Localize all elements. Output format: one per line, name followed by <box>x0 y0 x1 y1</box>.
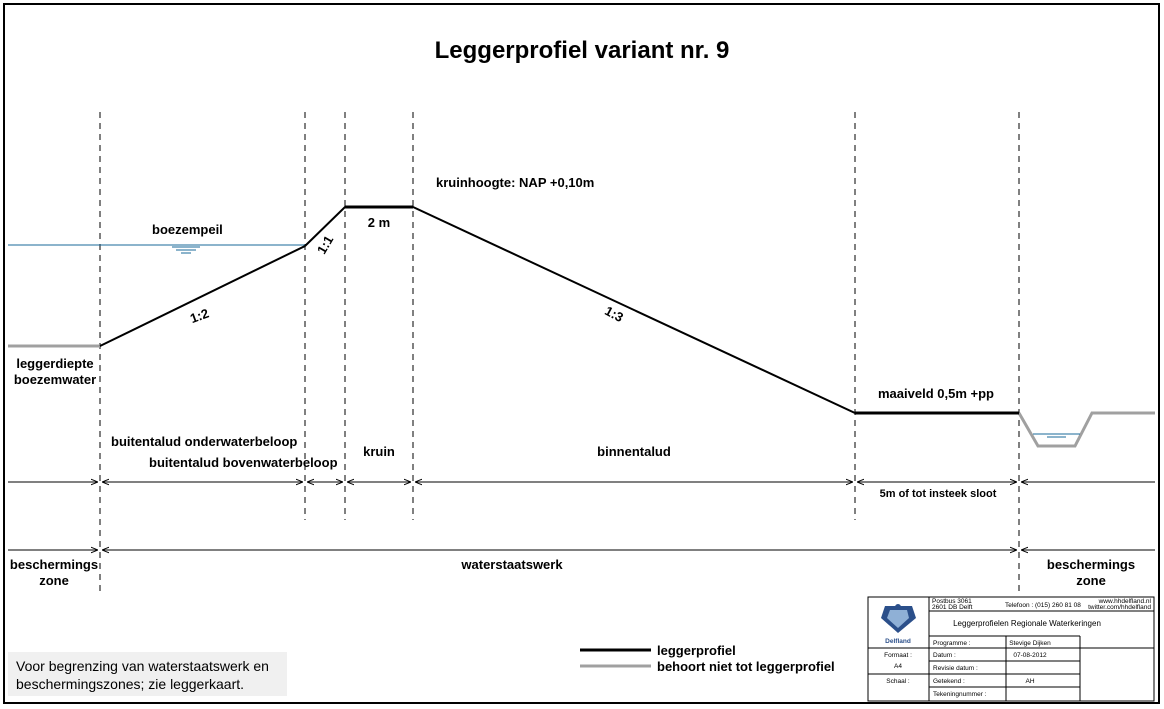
boezempeil-label: boezempeil <box>152 222 223 237</box>
outer-border <box>4 4 1159 703</box>
tb-postcode: 2601 DB Delft <box>932 604 973 611</box>
tb-web: www.hhdelfland.nl <box>1098 598 1151 605</box>
tb-tekeningnummer-label: Tekeningnummer : <box>933 691 987 698</box>
slope-1-2-label: 1:2 <box>188 305 211 327</box>
tb-revisie-label: Revisie datum : <box>933 665 978 672</box>
tb-postbus: Postbus 3061 <box>932 598 972 605</box>
tb-getekend-value: AH <box>1025 678 1035 685</box>
note-line-1: Voor begrenzing van waterstaatswerk en <box>16 658 269 674</box>
kruin-width-label: 2 m <box>367 215 391 230</box>
zone-buitentalud-onder: buitentalud onderwaterbeloop <box>111 434 298 449</box>
water-level-icon <box>172 247 200 253</box>
tb-programme-value: Stevige Dijken <box>1009 640 1051 647</box>
beschermingszone-left-line2: zone <box>39 573 69 588</box>
beschermingszone-left-line1: beschermings <box>9 557 99 572</box>
note-line-2: beschermingszones; zie leggerkaart. <box>16 676 245 692</box>
zone-buitentalud-boven: buitentalud bovenwaterbeloop <box>149 455 338 470</box>
tb-getekend-label: Getekend : <box>933 678 965 685</box>
leggerdiepte-label-line1: leggerdiepte <box>16 356 94 371</box>
logo-text: Delfland <box>885 638 911 645</box>
ditch-right-grey <box>1019 413 1155 446</box>
slope-1-3-label: 1:3 <box>602 302 626 326</box>
legend-label-not-legger: behoort niet tot leggerprofiel <box>657 659 835 674</box>
note-box <box>8 652 287 696</box>
page-title: Leggerprofiel variant nr. 9 <box>434 37 730 64</box>
zone-kruin: kruin <box>363 444 395 459</box>
tb-project: Leggerprofielen Regionale Waterkeringen <box>953 619 1101 628</box>
legger-profile-line <box>100 207 1019 413</box>
zone-binnentalud: binnentalud <box>597 444 671 459</box>
legend-label-legger: leggerprofiel <box>657 643 736 658</box>
tb-schaal-label: Schaal : <box>886 678 910 685</box>
tb-formaat-value: A4 <box>894 663 902 670</box>
waterstaatswerk-label: waterstaatswerk <box>461 557 563 572</box>
beschermingszone-right-line1: beschermings <box>1046 557 1136 572</box>
delfland-logo-icon <box>881 604 916 633</box>
tb-formaat-label: Formaat : <box>884 652 912 659</box>
leggerdiepte-label-line2: boezemwater <box>13 372 97 387</box>
beschermingszone-right-line2: zone <box>1076 573 1106 588</box>
tb-datum-value: 07-08-2012 <box>1013 652 1047 659</box>
tb-twitter: twitter.com/hhdelfland <box>1088 604 1151 611</box>
tb-telefoon: Telefoon : (015) 260 81 08 <box>1005 602 1081 609</box>
maaiveld-label: maaiveld 0,5m +pp <box>878 386 994 401</box>
tb-datum-label: Datum : <box>933 652 956 659</box>
tb-programme-label: Programme : <box>933 640 971 647</box>
sloot-distance-label: 5m of tot insteek sloot <box>879 488 997 500</box>
slope-1-1-label: 1:1 <box>313 232 337 257</box>
kruinhoogte-label: kruinhoogte: NAP +0,10m <box>436 175 595 190</box>
